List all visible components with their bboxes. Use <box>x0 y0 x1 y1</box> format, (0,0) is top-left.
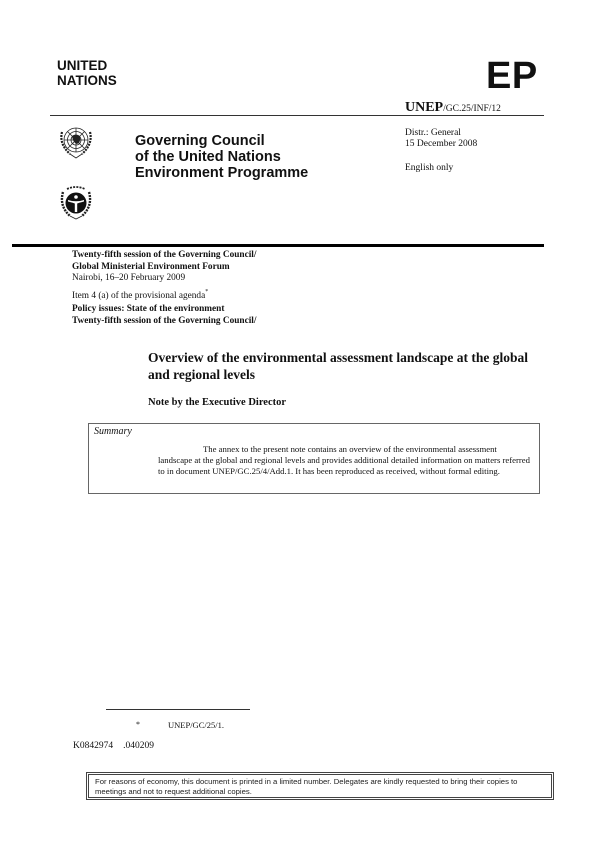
masthead-divider <box>12 244 544 247</box>
series-mark: EP <box>486 55 538 97</box>
job-date: .040209 <box>123 741 154 751</box>
agenda-item-text: Item 4 (a) of the provisional agenda <box>72 290 206 301</box>
issue-date: 15 December 2008 <box>405 139 478 149</box>
symbol-prefix: UNEP <box>405 100 444 115</box>
council-line-1: Governing Council <box>135 133 265 149</box>
policy-issue: Policy issues: State of the environment <box>72 304 225 314</box>
un-emblem-icon <box>56 122 96 162</box>
economy-notice-box <box>86 772 554 800</box>
governing-council-title <box>135 133 308 181</box>
summary-box <box>88 423 540 494</box>
footnote-mark: * <box>136 720 140 729</box>
session-place-date: Nairobi, 16–20 February 2009 <box>72 273 186 283</box>
session-line-2: Global Ministerial Environment Forum <box>72 261 230 272</box>
document-title: Overview of the environmental assessment landscape at the global and regional levels <box>148 350 528 382</box>
symbol-rest: /GC.25/INF/12 <box>443 104 501 114</box>
language-note: English only <box>405 163 454 173</box>
session-line-1: Twenty-fifth session of the Governing Council/ <box>72 250 257 260</box>
summary-text: The annex to the present note contains an overview of the environmental assessment landscape at the global and regional levels and provides additional detailed information on matters referred to in document UNEP/GC.25/4/Add.1. It has been reproduced as received, without formal editing. <box>158 444 530 476</box>
footnote-reference[interactable]: * <box>205 288 209 295</box>
distribution-type: Distr.: General <box>405 128 461 138</box>
council-line-2: of the United Nations <box>135 149 281 165</box>
council-line-3: Environment Programme <box>135 165 309 181</box>
summary-label: Summary <box>94 426 132 437</box>
job-number <box>73 741 154 751</box>
agenda-item <box>72 287 256 303</box>
footnote-text: UNEP/GC/25/1. <box>168 720 224 730</box>
org-line-2: NATIONS <box>57 73 117 88</box>
unep-emblem-icon <box>57 184 95 222</box>
header-divider <box>50 115 544 116</box>
document-subtitle: Note by the Executive Director <box>148 397 287 408</box>
organization-name <box>57 58 117 88</box>
job-code: K0842974 <box>73 741 114 751</box>
distribution-info <box>405 128 477 150</box>
footnote-divider <box>106 709 250 710</box>
economy-notice-text: For reasons of economy, this document is printed in a limited number. Delegates are kindly requested to bring their copies to meetings and not to request additional copies. <box>95 777 518 796</box>
session-info <box>72 250 256 327</box>
org-line-1: UNITED <box>57 58 108 73</box>
session-line-repeat: Twenty-fifth session of the Governing Council/ <box>72 315 257 326</box>
